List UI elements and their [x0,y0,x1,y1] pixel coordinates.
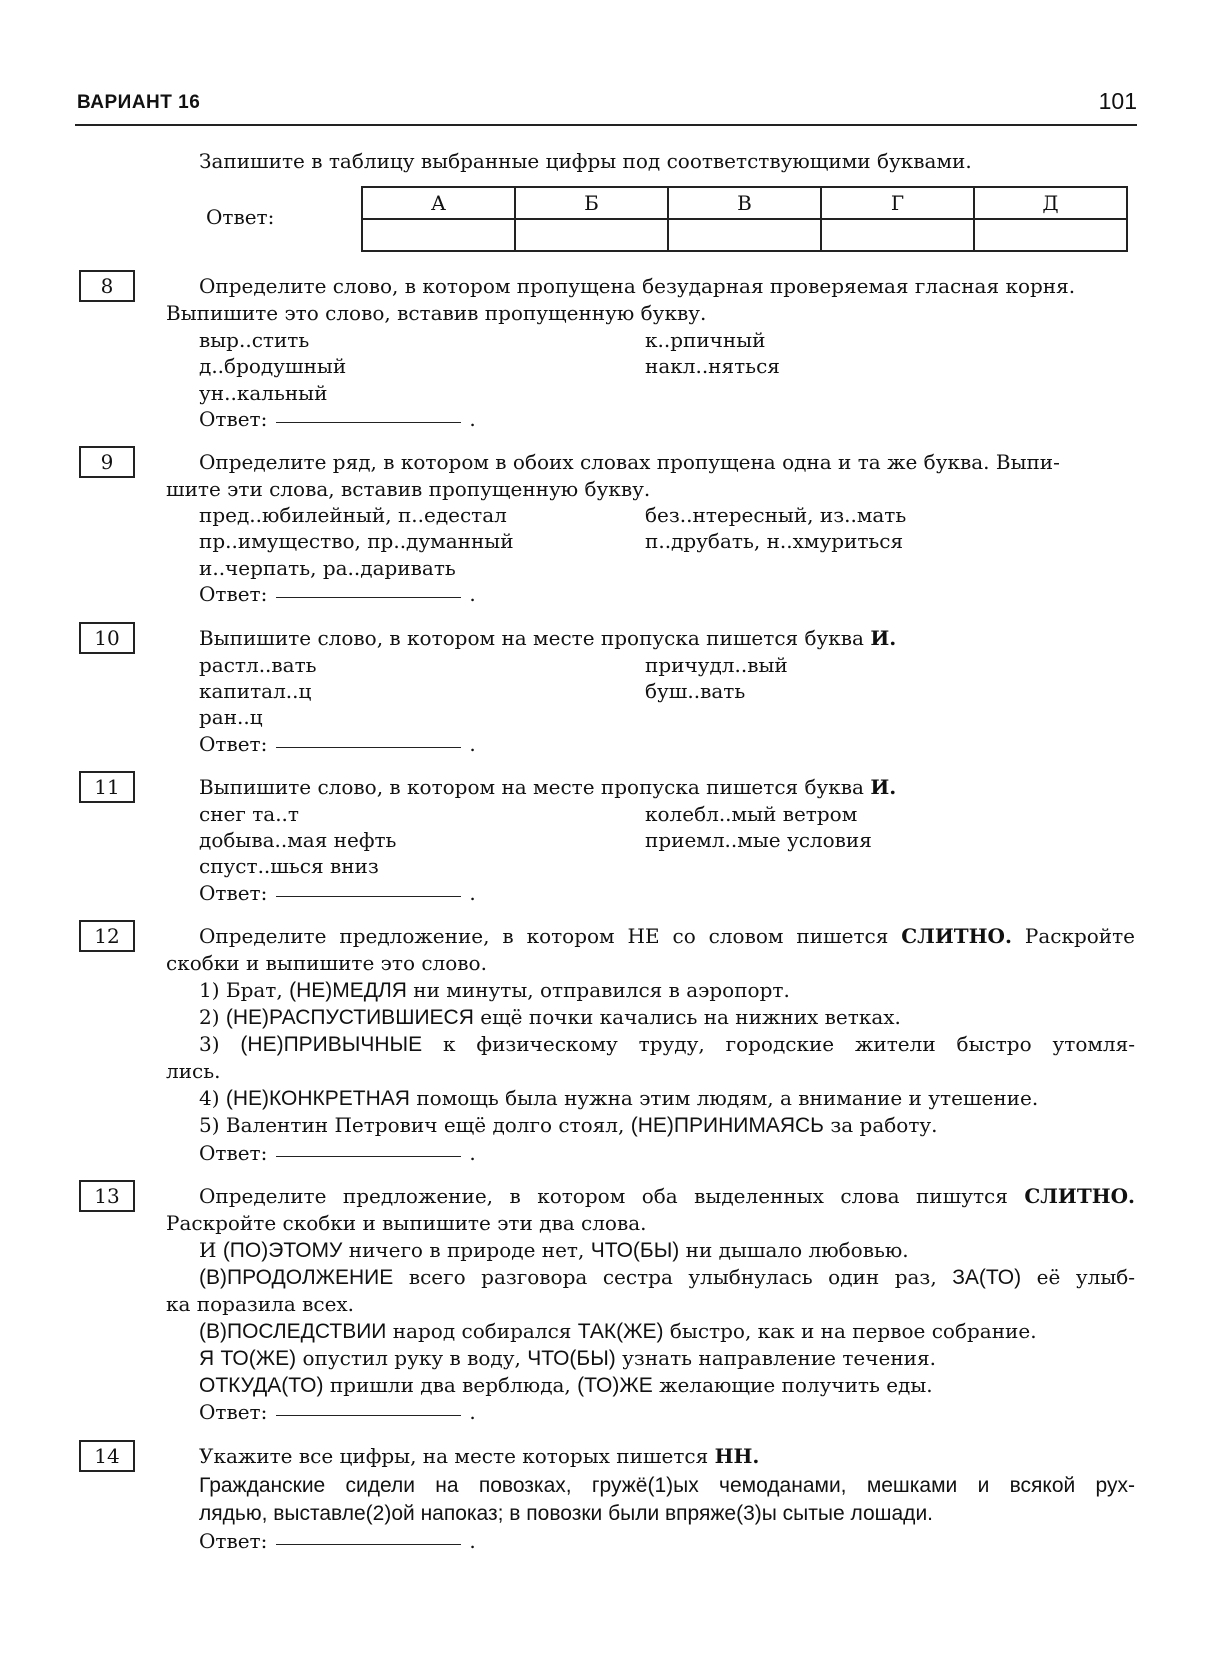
task11-option: приемл..мые условия [645,828,872,852]
answer-label: Ответ: [199,732,268,756]
task13-sentence5: ОТКУДА(ТО) пришли два верблюда, (ТО)ЖЕ желающие получить еды. [199,1373,933,1397]
task8-option: ун..кальный [199,381,328,405]
answer-blank[interactable] [276,597,461,598]
task10-option: ран..ц [199,705,263,729]
task13-sentence3: (В)ПОСЛЕДСТВИИ народ собирался ТАК(ЖЕ) быстро, как и на первое собрание. [199,1319,1037,1343]
task10-option: буш..вать [645,679,746,703]
answer-cell-d[interactable] [974,219,1127,251]
task11-option: спуст..шься вниз [199,854,379,878]
answer-label: Ответ: [199,1400,268,1424]
answer-blank[interactable] [276,1156,461,1157]
variant-title: ВАРИАНТ 16 [77,92,201,113]
answer-blank[interactable] [276,422,461,423]
col-b: Б [515,187,668,219]
answer-cell-b[interactable] [515,219,668,251]
task-number-14: 14 [79,1440,135,1472]
task12-answer: Ответ: . [199,1141,476,1165]
task10-option: причудл..вый [645,653,788,677]
task-number-13: 13 [79,1180,135,1212]
table-answer-label: Ответ: [206,205,275,229]
task11-option: снег та..т [199,802,299,826]
task14-answer: Ответ: . [199,1529,476,1553]
task12-sentence4: 4) (НЕ)КОНКРЕТНАЯ помощь была нужна этим людям, а внимание и утешение. [199,1086,1039,1110]
task11-instruction: Выпишите слово, в котором на месте пропуска пишется буква [199,775,864,799]
col-v: В [668,187,821,219]
task9-line1: Определите ряд, в котором в обоих словах пропущена одна и та же буква. Выпи- [199,450,1060,474]
answer-blank[interactable] [276,1415,461,1416]
answer-blank[interactable] [276,1544,461,1545]
task12-sentence3: 3) (НЕ)ПРИВЫЧНЫЕ к физическому труду, городские жители быстро утомля- [199,1032,1136,1056]
answer-cell-v[interactable] [668,219,821,251]
answer-blank[interactable] [276,896,461,897]
task13-sentence2-cont: ка поразила всех. [166,1292,355,1316]
task10-option: растл..вать [199,653,317,677]
task11-line1 [199,777,896,797]
task8-option: накл..няться [645,354,780,378]
answer-label: Ответ: [199,1529,268,1553]
answer-table-row [362,219,1127,251]
task12-line1: Определите предложение, в котором НЕ со словом пишется СЛИТНО. Раскройте [199,924,1136,948]
task9-option: и..черпать, ра..даривать [199,556,456,580]
task-number-11: 11 [79,771,135,803]
task12-sentence5: 5) Валентин Петрович ещё долго стоял, (НЕ)ПРИНИМАЯСЬ за работу. [199,1113,938,1137]
task13-line1: Определите предложение, в котором оба выделенных слова пишутся СЛИТНО. [199,1184,1135,1208]
task8-option: выр..стить [199,328,310,352]
page-header [77,90,1137,126]
task14-text-line1: Гражданские сидели на повозках, гружё(1)ых чемоданами, мешками и всякой рух- [199,1474,1135,1497]
task8-line1: Определите слово, в котором пропущена безударная проверяемая гласная корня. [199,274,1076,298]
task13-sentence2: (В)ПРОДОЛЖЕНИЕ всего разговора сестра улыбнулась один раз, ЗА(ТО) её улыб- [199,1265,1136,1289]
task11-answer: Ответ: . [199,881,476,905]
task8-option: к..рпичный [645,328,766,352]
col-d: Д [974,187,1127,219]
task9-answer: Ответ: . [199,582,476,606]
task12-sentence3-cont: лись. [166,1059,221,1083]
task11-letter: И. [870,775,897,799]
page-number: 101 [1098,88,1137,114]
answer-table [361,186,1128,252]
task10-answer: Ответ: . [199,732,476,756]
task9-option: п..друбать, н..хмуриться [645,529,904,553]
task14-line1: Укажите все цифры, на месте которых пишется НН. [199,1444,760,1468]
task8-answer: Ответ: . [199,407,476,431]
task9-option: без..нтересный, из..мать [645,503,907,527]
task10-instruction: Выпишите слово, в котором на месте пропуска пишется буква [199,626,864,650]
task9-option: пред..юбилейный, п..едестал [199,503,507,527]
task12-sentence1: 1) Брат, (НЕ)МЕДЛЯ ни минуты, отправился в аэропорт. [199,978,790,1002]
answer-label: Ответ: [199,881,268,905]
task-number-8: 8 [79,270,135,302]
task11-option: колебл..мый ветром [645,802,858,826]
task13-sentence4: Я ТО(ЖЕ) опустил руку в воду, ЧТО(БЫ) узнать направление течения. [199,1346,936,1370]
task9-option: пр..имущество, пр..думанный [199,529,514,553]
task-number-10: 10 [79,622,135,654]
task10-letter: И. [870,626,897,650]
task8-line2: Выпишите это слово, вставив пропущенную букву. [166,301,707,325]
answer-cell-g[interactable] [821,219,974,251]
task14-text-line2: лядью, выставле(2)ой напоказ; в повозки были впряже(3)ы сытые лошади. [199,1502,934,1525]
col-g: Г [821,187,974,219]
col-a: А [362,187,515,219]
answer-cell-a[interactable] [362,219,515,251]
answer-table-header [362,187,1127,219]
answer-label: Ответ: [199,1141,268,1165]
table-instruction: Запишите в таблицу выбранные цифры под соответствующими буквами. [199,149,972,173]
task9-line2: шите эти слова, вставив пропущенную букву. [166,477,651,501]
task10-option: капитал..ц [199,679,312,703]
task8-option: д..бродушный [199,354,347,378]
task10-line1 [199,628,896,648]
answer-label: Ответ: [199,582,268,606]
task13-sentence1: И (ПО)ЭТОМУ ничего в природе нет, ЧТО(БЫ) ни дышало любовью. [199,1238,909,1262]
task-number-9: 9 [79,446,135,478]
task13-answer: Ответ: . [199,1400,476,1424]
task13-line2: Раскройте скобки и выпишите эти два слова. [166,1211,647,1235]
task11-option: добыва..мая нефть [199,828,397,852]
answer-label: Ответ: [199,407,268,431]
header-rule [75,124,1137,126]
task12-line2: скобки и выпишите это слово. [166,951,487,975]
task12-sentence2: 2) (НЕ)РАСПУСТИВШИЕСЯ ещё почки качались на нижних ветках. [199,1005,901,1029]
task-number-12: 12 [79,920,135,952]
answer-blank[interactable] [276,747,461,748]
